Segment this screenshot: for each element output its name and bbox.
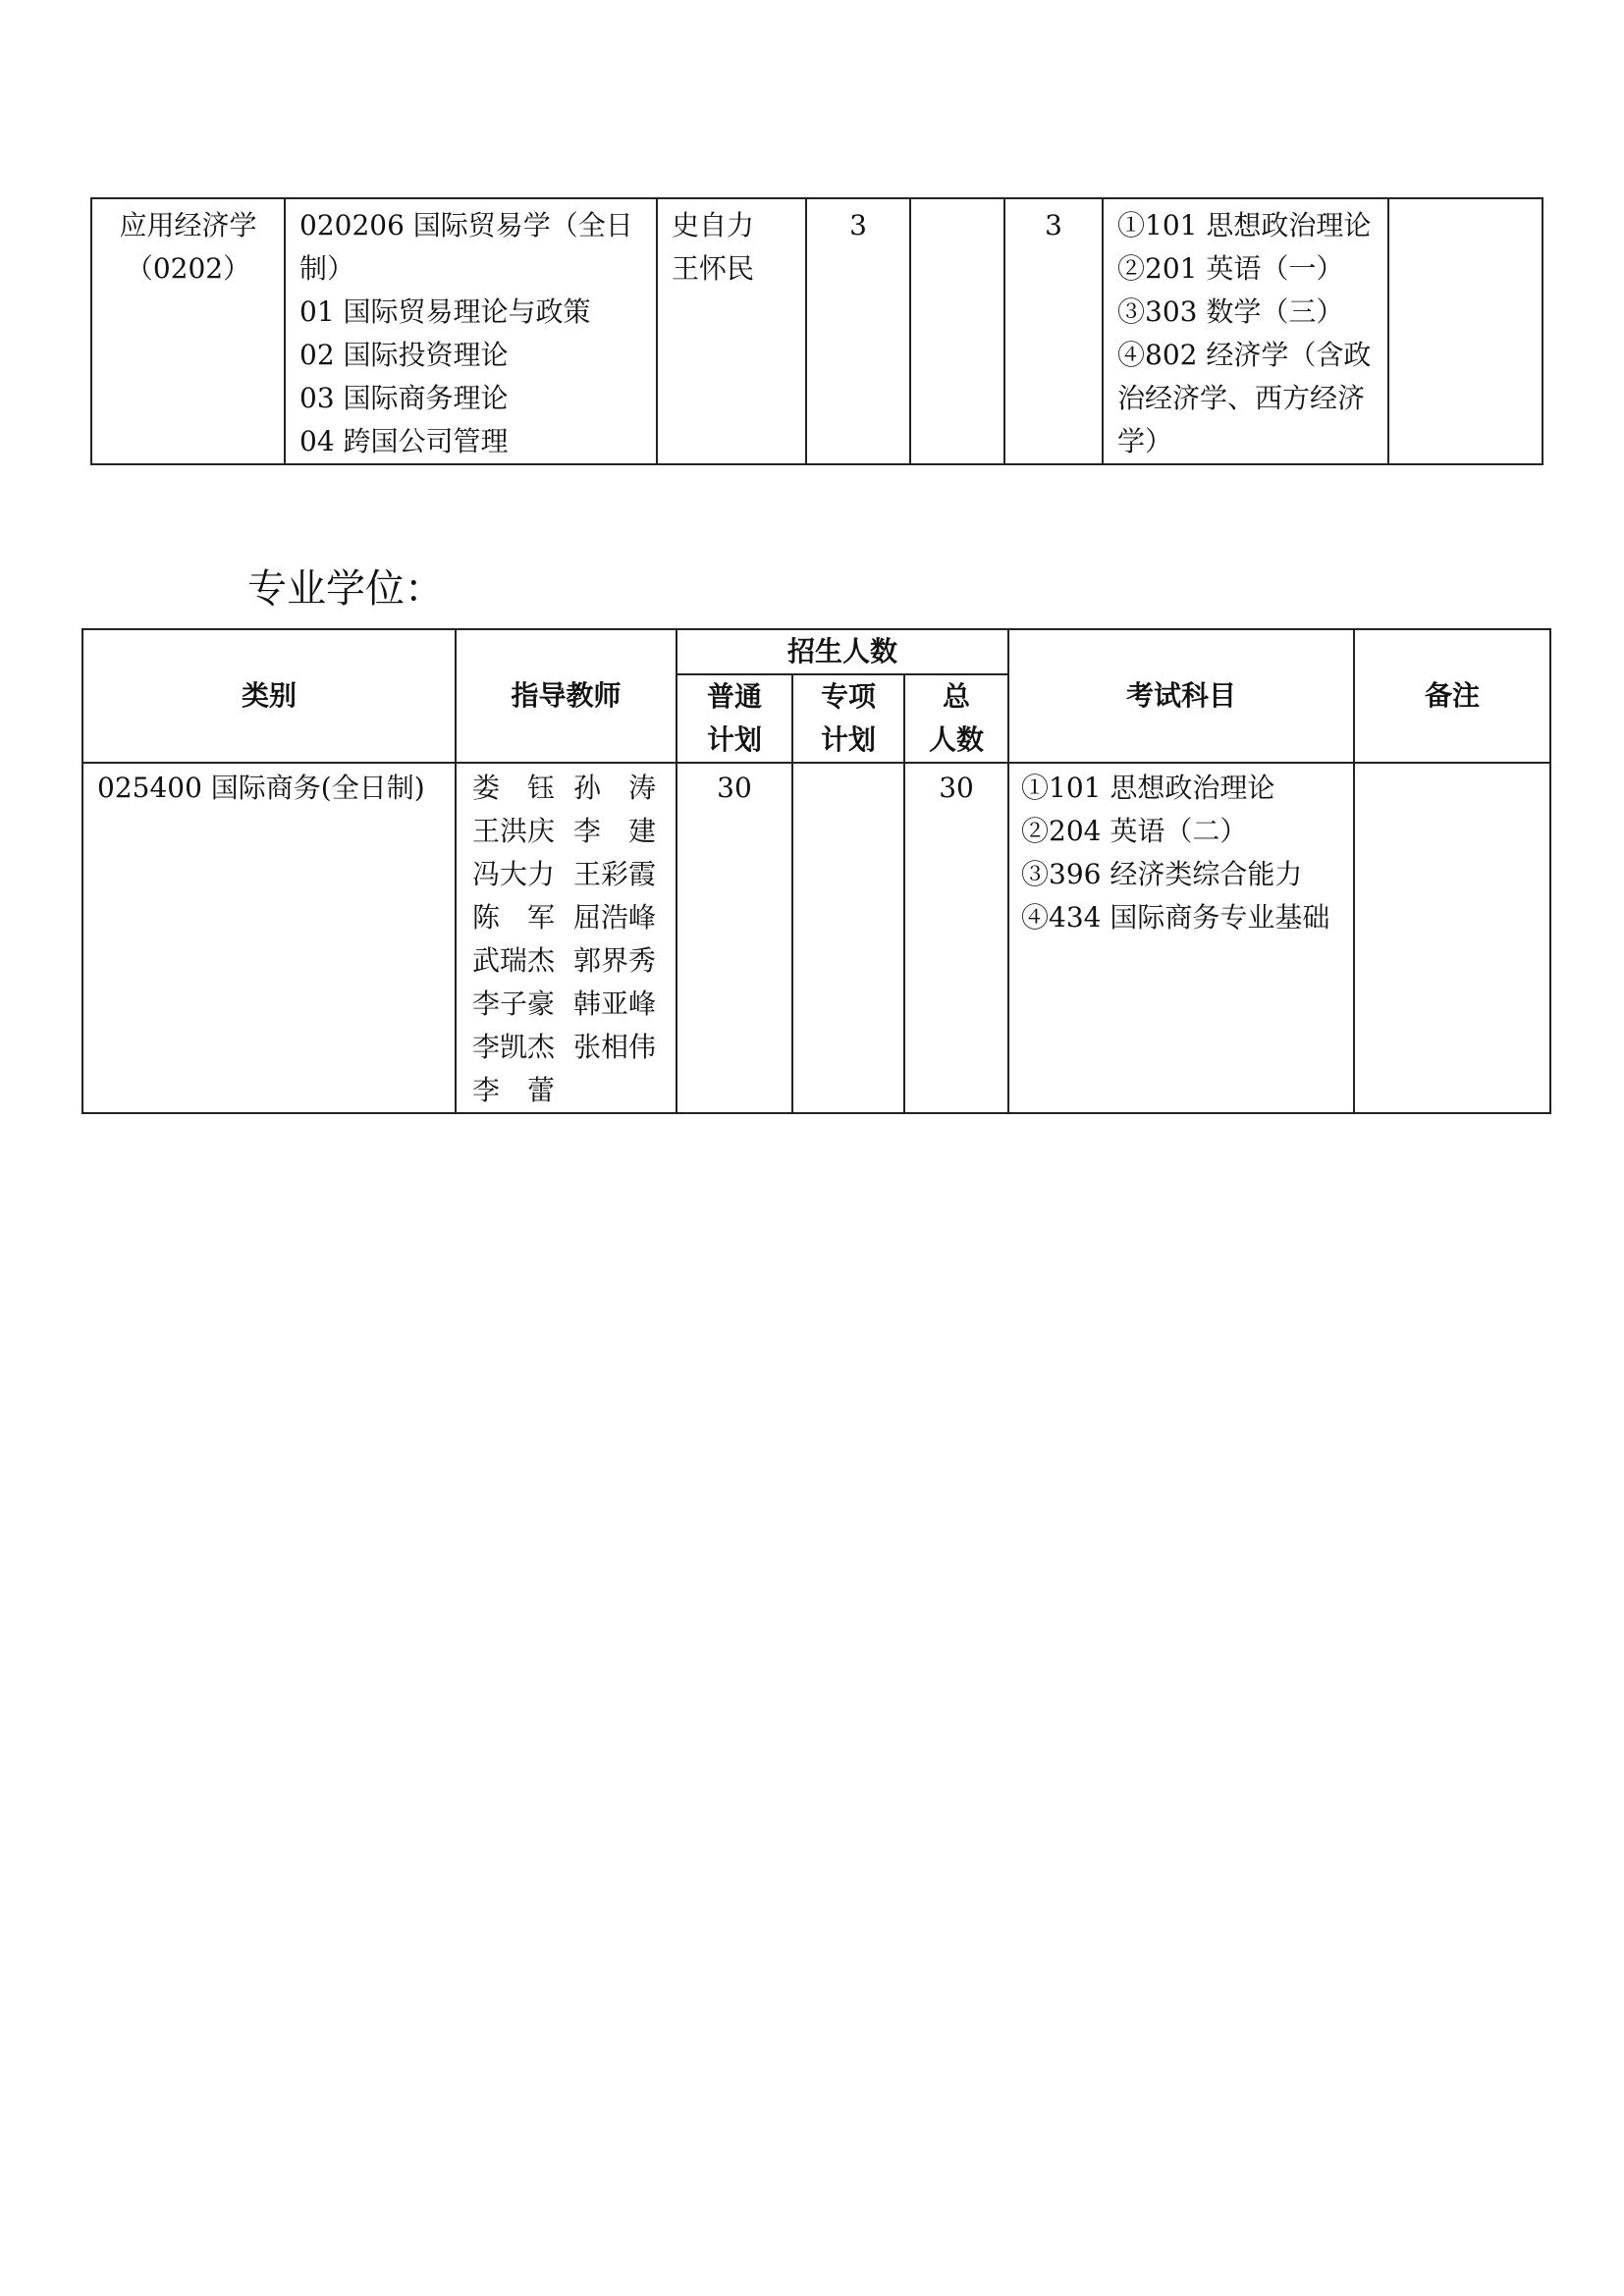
header-special-plan bbox=[792, 674, 904, 763]
table-row bbox=[91, 198, 1543, 464]
supervisor-name: 武瑞杰 bbox=[472, 944, 556, 977]
major-line: 制） bbox=[299, 252, 355, 285]
exam-line: ④802 经济学（含政 bbox=[1117, 339, 1372, 371]
exam-line: ②204 英语（二） bbox=[1021, 815, 1248, 847]
section-heading: 专业学位： bbox=[247, 566, 444, 612]
supervisor-cell bbox=[657, 198, 806, 464]
special-plan-cell bbox=[792, 763, 904, 1113]
header-remarks: 备注 bbox=[1354, 629, 1550, 763]
supervisor-name: 李 蕾 bbox=[472, 1074, 556, 1106]
major-cell bbox=[285, 198, 657, 464]
exam-line: ②201 英语（一） bbox=[1117, 252, 1344, 285]
supervisor-name: 郭界秀 bbox=[572, 944, 656, 977]
discipline-code: （0202） bbox=[125, 252, 251, 285]
category-cell: 025400 国际商务(全日制) bbox=[82, 763, 456, 1113]
discipline-cell bbox=[91, 198, 285, 464]
supervisor-pair bbox=[457, 939, 676, 983]
header-line: 人数 bbox=[929, 723, 985, 756]
enrollment-count-cell: 3 bbox=[806, 198, 910, 464]
total-cell: 30 bbox=[904, 763, 1008, 1113]
supervisor-name: 李子豪 bbox=[472, 988, 556, 1020]
supervisors-cell bbox=[456, 763, 677, 1113]
header-row bbox=[82, 629, 1550, 674]
special-plan-cell bbox=[910, 198, 1004, 464]
supervisor-pair bbox=[457, 810, 676, 853]
exam-line: 治经济学、西方经济 bbox=[1117, 382, 1366, 414]
supervisor-name: 屈浩峰 bbox=[572, 901, 656, 934]
exam-line: ③396 经济类综合能力 bbox=[1021, 858, 1303, 890]
supervisor-pair bbox=[457, 767, 676, 810]
exam-line: ③303 数学（三） bbox=[1117, 295, 1344, 328]
remarks-cell bbox=[1354, 763, 1550, 1113]
supervisor-name: 张相伟 bbox=[572, 1031, 656, 1063]
regular-plan-cell: 30 bbox=[677, 763, 792, 1113]
supervisor-name: 史自力 bbox=[672, 209, 755, 241]
supervisor-pair bbox=[457, 1026, 676, 1069]
major-line: 02 国际投资理论 bbox=[299, 339, 509, 371]
header-category: 类别 bbox=[82, 629, 456, 763]
major-line: 020206 国际贸易学（全日 bbox=[299, 209, 633, 241]
supervisor-name: 韩亚峰 bbox=[572, 988, 656, 1020]
exam-line: ①101 思想政治理论 bbox=[1117, 209, 1372, 241]
major-line: 01 国际贸易理论与政策 bbox=[299, 295, 591, 328]
supervisor-pair bbox=[457, 983, 676, 1026]
header-line: 计划 bbox=[706, 723, 762, 756]
header-total bbox=[904, 674, 1008, 763]
supervisor-pair bbox=[457, 853, 676, 896]
header-line: 计划 bbox=[820, 723, 876, 756]
header-regular-plan bbox=[677, 674, 792, 763]
discipline-name: 应用经济学 bbox=[119, 209, 257, 241]
supervisor-name: 李 建 bbox=[572, 815, 656, 847]
supervisor-name: 娄 钰 bbox=[472, 772, 556, 804]
exam-subjects-cell bbox=[1008, 763, 1354, 1113]
header-line: 专项 bbox=[820, 680, 876, 713]
exam-line: ①101 思想政治理论 bbox=[1021, 772, 1275, 804]
remarks-cell bbox=[1388, 198, 1543, 464]
exam-line: 学） bbox=[1117, 425, 1173, 457]
supervisor-name: 王洪庆 bbox=[472, 815, 556, 847]
major-line: 04 跨国公司管理 bbox=[299, 425, 509, 457]
header-supervisors: 指导教师 bbox=[456, 629, 677, 763]
supervisor-name: 王彩霞 bbox=[572, 858, 656, 890]
academic-degree-table bbox=[90, 197, 1543, 465]
total-count-cell: 3 bbox=[1004, 198, 1103, 464]
professional-degree-table bbox=[81, 628, 1551, 1114]
supervisor-name: 孙 涛 bbox=[572, 772, 656, 804]
supervisor-name: 陈 军 bbox=[472, 901, 556, 934]
exam-line: ④434 国际商务专业基础 bbox=[1021, 901, 1330, 934]
header-line: 普通 bbox=[706, 680, 762, 713]
supervisor-pair bbox=[457, 896, 676, 939]
table-row bbox=[82, 763, 1550, 1113]
header-enrollment: 招生人数 bbox=[677, 629, 1008, 674]
supervisor-name: 李凯杰 bbox=[472, 1031, 556, 1063]
header-exam-subjects: 考试科目 bbox=[1008, 629, 1354, 763]
supervisor-name: 王怀民 bbox=[672, 252, 755, 285]
exam-subjects-cell bbox=[1103, 198, 1388, 464]
supervisor-name: 冯大力 bbox=[472, 858, 556, 890]
major-line: 03 国际商务理论 bbox=[299, 382, 509, 414]
supervisor-pair bbox=[457, 1069, 676, 1112]
header-line: 总 bbox=[943, 680, 971, 713]
